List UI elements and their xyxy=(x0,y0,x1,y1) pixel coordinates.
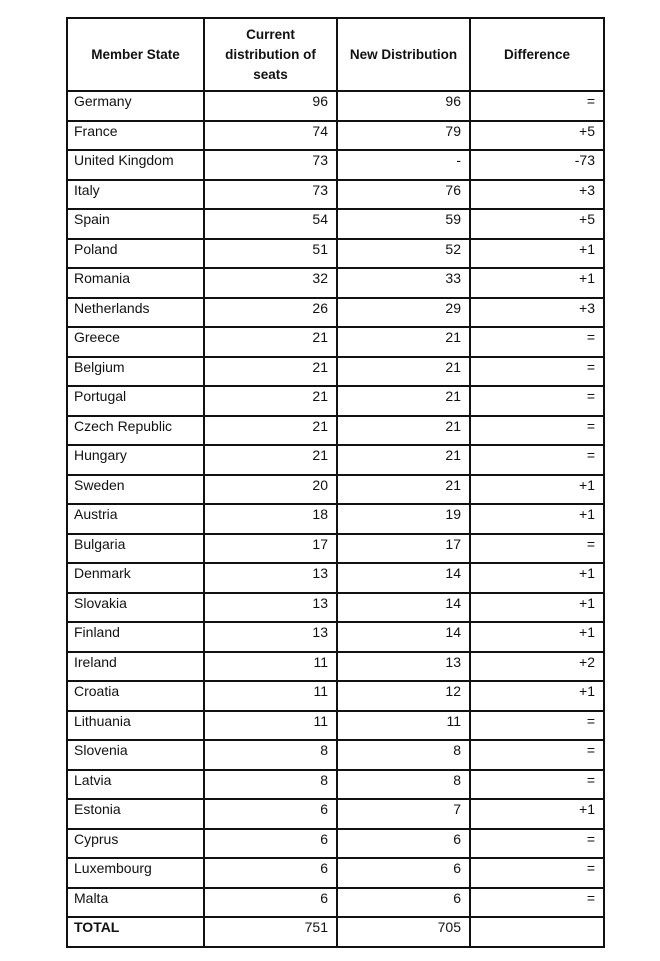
new-seats-cell: 8 xyxy=(337,740,470,770)
difference-cell: +1 xyxy=(470,268,604,298)
difference-cell: +2 xyxy=(470,652,604,682)
member-state-cell: Czech Republic xyxy=(67,416,204,446)
new-seats-cell: 76 xyxy=(337,180,470,210)
table-row xyxy=(67,740,604,770)
member-state-cell: Sweden xyxy=(67,475,204,505)
header-current-distribution: Current distribution of seats xyxy=(204,18,337,91)
table-row xyxy=(67,858,604,888)
table-row xyxy=(67,770,604,800)
header-difference: Difference xyxy=(470,18,604,91)
table-row xyxy=(67,268,604,298)
table-row xyxy=(67,681,604,711)
new-seats-cell: 79 xyxy=(337,121,470,151)
current-seats-cell: 13 xyxy=(204,593,337,623)
total-current: 751 xyxy=(204,917,337,947)
table-row xyxy=(67,888,604,918)
difference-cell: = xyxy=(470,858,604,888)
new-seats-cell: 17 xyxy=(337,534,470,564)
new-seats-cell: 13 xyxy=(337,652,470,682)
new-seats-cell: 21 xyxy=(337,386,470,416)
new-seats-cell: 8 xyxy=(337,770,470,800)
current-seats-cell: 26 xyxy=(204,298,337,328)
total-difference xyxy=(470,917,604,947)
member-state-cell: Slovakia xyxy=(67,593,204,623)
table-row xyxy=(67,652,604,682)
new-seats-cell: 21 xyxy=(337,327,470,357)
difference-cell: +1 xyxy=(470,622,604,652)
new-seats-cell: 6 xyxy=(337,888,470,918)
current-seats-cell: 6 xyxy=(204,858,337,888)
difference-cell: +1 xyxy=(470,475,604,505)
new-seats-cell: 29 xyxy=(337,298,470,328)
total-row xyxy=(67,917,604,947)
table-row xyxy=(67,711,604,741)
difference-cell: = xyxy=(470,357,604,387)
current-seats-cell: 73 xyxy=(204,180,337,210)
header-row xyxy=(67,18,604,91)
difference-cell: = xyxy=(470,888,604,918)
new-seats-cell: 14 xyxy=(337,593,470,623)
table-row xyxy=(67,180,604,210)
difference-cell: +1 xyxy=(470,504,604,534)
new-seats-cell: 96 xyxy=(337,91,470,121)
new-seats-cell: 7 xyxy=(337,799,470,829)
table-row xyxy=(67,298,604,328)
current-seats-cell: 54 xyxy=(204,209,337,239)
difference-cell: = xyxy=(470,445,604,475)
new-seats-cell: 59 xyxy=(337,209,470,239)
table-row xyxy=(67,622,604,652)
current-seats-cell: 17 xyxy=(204,534,337,564)
current-seats-cell: 20 xyxy=(204,475,337,505)
difference-cell: +1 xyxy=(470,239,604,269)
table-row xyxy=(67,416,604,446)
member-state-cell: Estonia xyxy=(67,799,204,829)
difference-cell: = xyxy=(470,91,604,121)
current-seats-cell: 32 xyxy=(204,268,337,298)
current-seats-cell: 18 xyxy=(204,504,337,534)
difference-cell: +3 xyxy=(470,180,604,210)
table-row xyxy=(67,91,604,121)
current-seats-cell: 11 xyxy=(204,711,337,741)
current-seats-cell: 73 xyxy=(204,150,337,180)
current-seats-cell: 51 xyxy=(204,239,337,269)
member-state-cell: Germany xyxy=(67,91,204,121)
difference-cell: +3 xyxy=(470,298,604,328)
member-state-cell: Portugal xyxy=(67,386,204,416)
table-row xyxy=(67,327,604,357)
new-seats-cell: 11 xyxy=(337,711,470,741)
member-state-cell: France xyxy=(67,121,204,151)
difference-cell: = xyxy=(470,416,604,446)
difference-cell: = xyxy=(470,386,604,416)
member-state-cell: Belgium xyxy=(67,357,204,387)
current-seats-cell: 21 xyxy=(204,386,337,416)
current-seats-cell: 6 xyxy=(204,888,337,918)
new-seats-cell: 21 xyxy=(337,475,470,505)
table-row xyxy=(67,504,604,534)
member-state-cell: Croatia xyxy=(67,681,204,711)
member-state-cell: Romania xyxy=(67,268,204,298)
new-seats-cell: 14 xyxy=(337,622,470,652)
current-seats-cell: 21 xyxy=(204,445,337,475)
total-label: TOTAL xyxy=(67,917,204,947)
table-row xyxy=(67,209,604,239)
difference-cell: +5 xyxy=(470,209,604,239)
new-seats-cell: 21 xyxy=(337,357,470,387)
member-state-cell: Italy xyxy=(67,180,204,210)
current-seats-cell: 21 xyxy=(204,416,337,446)
table-row xyxy=(67,150,604,180)
member-state-cell: Cyprus xyxy=(67,829,204,859)
new-seats-cell: 52 xyxy=(337,239,470,269)
member-state-cell: Finland xyxy=(67,622,204,652)
new-seats-cell: 33 xyxy=(337,268,470,298)
member-state-cell: Lithuania xyxy=(67,711,204,741)
member-state-cell: Luxembourg xyxy=(67,858,204,888)
current-seats-cell: 13 xyxy=(204,622,337,652)
difference-cell: +1 xyxy=(470,681,604,711)
current-seats-cell: 21 xyxy=(204,327,337,357)
new-seats-cell: 19 xyxy=(337,504,470,534)
member-state-cell: Malta xyxy=(67,888,204,918)
difference-cell: = xyxy=(470,740,604,770)
difference-cell: -73 xyxy=(470,150,604,180)
member-state-cell: Greece xyxy=(67,327,204,357)
new-seats-cell: - xyxy=(337,150,470,180)
current-seats-cell: 11 xyxy=(204,681,337,711)
difference-cell: = xyxy=(470,327,604,357)
member-state-cell: Bulgaria xyxy=(67,534,204,564)
member-state-cell: Poland xyxy=(67,239,204,269)
difference-cell: +5 xyxy=(470,121,604,151)
table-row xyxy=(67,829,604,859)
new-seats-cell: 12 xyxy=(337,681,470,711)
difference-cell: = xyxy=(470,711,604,741)
new-seats-cell: 6 xyxy=(337,858,470,888)
member-state-cell: Spain xyxy=(67,209,204,239)
header-member-state: Member State xyxy=(67,18,204,91)
difference-cell: +1 xyxy=(470,563,604,593)
member-state-cell: Ireland xyxy=(67,652,204,682)
table-row xyxy=(67,799,604,829)
table-row xyxy=(67,386,604,416)
member-state-cell: Austria xyxy=(67,504,204,534)
current-seats-cell: 96 xyxy=(204,91,337,121)
seat-distribution-table xyxy=(66,17,605,948)
table-row xyxy=(67,239,604,269)
table-row xyxy=(67,445,604,475)
table-row xyxy=(67,563,604,593)
difference-cell: = xyxy=(470,534,604,564)
difference-cell: +1 xyxy=(470,799,604,829)
current-seats-cell: 11 xyxy=(204,652,337,682)
table-row xyxy=(67,357,604,387)
current-seats-cell: 21 xyxy=(204,357,337,387)
member-state-cell: Latvia xyxy=(67,770,204,800)
total-new: 705 xyxy=(337,917,470,947)
current-seats-cell: 6 xyxy=(204,799,337,829)
new-seats-cell: 14 xyxy=(337,563,470,593)
current-seats-cell: 13 xyxy=(204,563,337,593)
difference-cell: = xyxy=(470,770,604,800)
member-state-cell: Slovenia xyxy=(67,740,204,770)
difference-cell: = xyxy=(470,829,604,859)
table-row xyxy=(67,475,604,505)
member-state-cell: Denmark xyxy=(67,563,204,593)
difference-cell: +1 xyxy=(470,593,604,623)
current-seats-cell: 8 xyxy=(204,770,337,800)
member-state-cell: Hungary xyxy=(67,445,204,475)
table-row xyxy=(67,121,604,151)
new-seats-cell: 21 xyxy=(337,445,470,475)
new-seats-cell: 21 xyxy=(337,416,470,446)
current-seats-cell: 74 xyxy=(204,121,337,151)
header-new-distribution: New Distribution xyxy=(337,18,470,91)
table-row xyxy=(67,593,604,623)
member-state-cell: United Kingdom xyxy=(67,150,204,180)
current-seats-cell: 6 xyxy=(204,829,337,859)
new-seats-cell: 6 xyxy=(337,829,470,859)
member-state-cell: Netherlands xyxy=(67,298,204,328)
current-seats-cell: 8 xyxy=(204,740,337,770)
table-row xyxy=(67,534,604,564)
